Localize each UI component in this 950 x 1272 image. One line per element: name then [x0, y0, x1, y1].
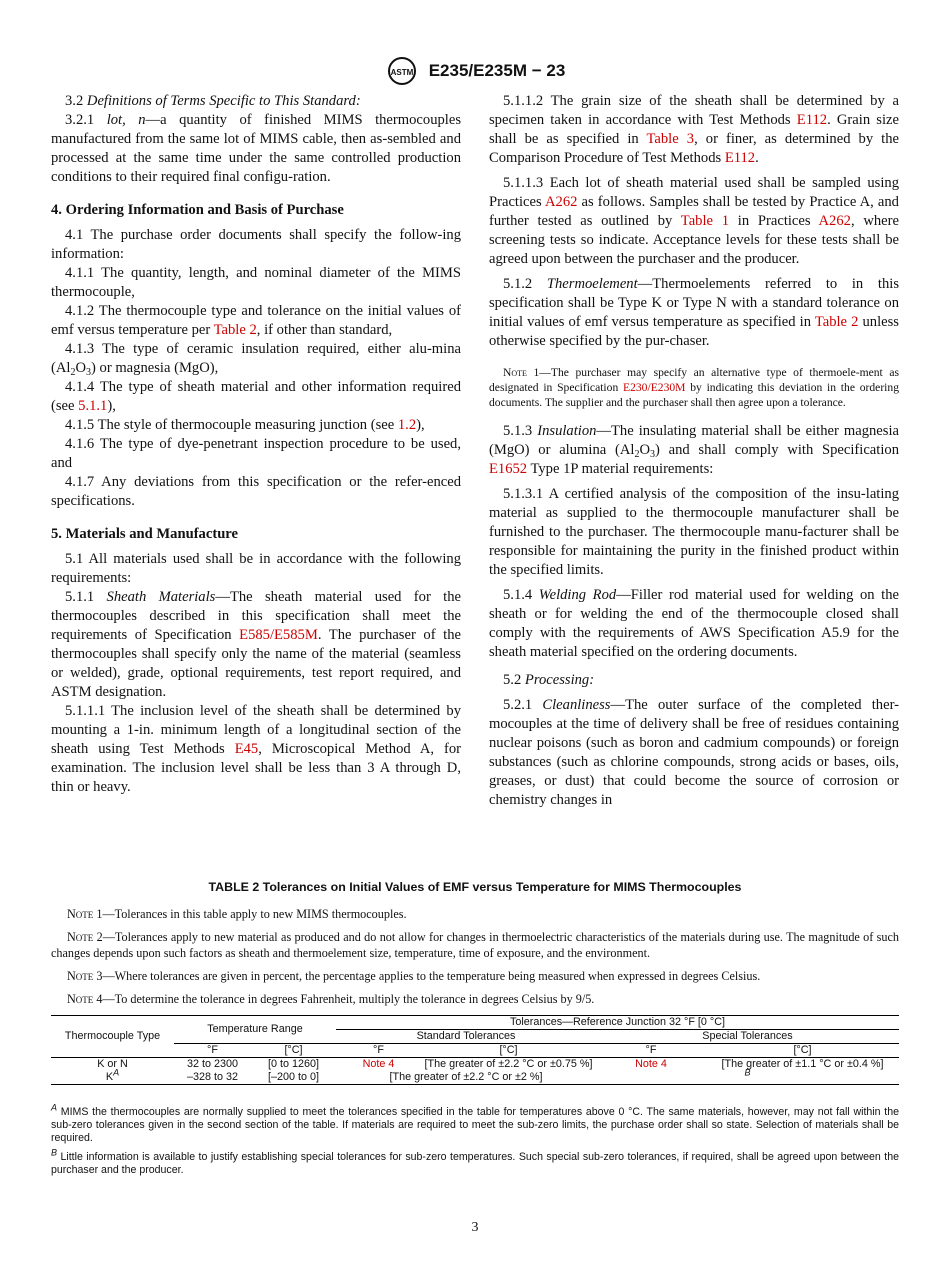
link-table-2[interactable]: Table 2 [213, 322, 257, 338]
unit-f: °F [174, 1044, 251, 1058]
link-e585[interactable]: E585/E585M [239, 627, 318, 643]
unit-c: [°C] [421, 1044, 596, 1058]
note-1: Note 1—The purchaser may specify an alternative type of thermoele-ment as designated in Specification E230/E230M by indicating this deviation in the ordering documents. The supplier and the purchaser shall then agree upon a tolerance. [489, 366, 899, 409]
link-e1652[interactable]: E1652 [489, 461, 528, 477]
section-4-1: 4.1 The purchase order documents shall specify the follow-ing information: [51, 227, 461, 262]
section-4-1-5: 4.1.5 The style of thermocouple measuring junction (see 1.2), [65, 417, 425, 433]
section-5-1-2: 5.1.2 Thermoelement—Thermoelements referred to in this specification shall be Type K or Type N with a standard tolerance on initial values of emf versus temperature as specified in Table 2 unless otherwise specified by the pur-chaser. [489, 276, 899, 349]
unit-f: °F [596, 1044, 706, 1058]
footnote-b: $^B$ Little information is available to justify establishing special tolerances for sub-zero temperatures. Such special sub-zero tolerances, if required, shall be agreed upon between the purchaser and the producer. [51, 1147, 899, 1176]
section-5-1-1: 5.1.1 Sheath Materials—The sheath material used for the thermocouples described in this specification shall meet the requirements of Specification E585/E585M. The purchaser of the thermocouples shall specify only the name of the material (seamless or welded), grade, optional requirements, test report required, and ASTM designation. [51, 589, 462, 700]
cell-type: $K^A$ [51, 1071, 174, 1085]
cell-range-c: [–200 to 0] [251, 1071, 336, 1085]
cell-special-c: [The greater of ±1.1 °C or ±0.4 %] [721, 1058, 884, 1070]
table-2-notes [51, 906, 899, 1014]
table-note-1: Note 1—Tolerances in this table apply to new MIMS thermocouples. [67, 907, 407, 921]
section-5-1-1-3: 5.1.1.3 Each lot of sheath material used shall be sampled using Practices A262 as follows. Samples shall be tested by Practice A, and further tested as outlined by Table 1 in Practices A262, where screening tests so indicate. Acceptance levels for these tests shall be agreed upon between the purchaser and the producer. [489, 175, 899, 267]
section-5-1: 5.1 All materials used shall be in accordance with the following requirements: [51, 551, 461, 586]
table-2 [51, 1015, 899, 1085]
col-header-special: Special Tolerances [596, 1030, 899, 1044]
cell-range-f: –328 to 32 [174, 1071, 251, 1085]
section-5-2: 5.2 Processing: [503, 672, 595, 688]
link-1-2[interactable]: 1.2 [397, 417, 417, 433]
col-header-type: Thermocouple Type [51, 1016, 174, 1058]
section-5-1-1-1: 5.1.1.1 The inclusion level of the sheath shall be determined by mounting a 1-in. minimum length of a longitudinal section of the sheath using Test Methods E45, Microscopical Method A, for examination. The inclusion level shall be less than 3 A through D, thin or heavy. [51, 703, 461, 795]
link-a262[interactable]: A262 [544, 194, 578, 210]
section-5-1-3-1: 5.1.3.1 A certified analysis of the composition of the insu-lating material as supplied to the thermocouple manufacturer shall be furnished to the purchaser. The thermocouple manu-facturer shall be responsible for maintaining the purity in the finished product within the specified limits. [489, 486, 899, 578]
cell-special: B [596, 1071, 899, 1085]
link-a262-2[interactable]: A262 [818, 213, 851, 229]
table-row [51, 1071, 899, 1085]
unit-c: [°C] [251, 1044, 336, 1058]
svg-text:ASTM: ASTM [390, 68, 414, 77]
section-3-2-1: 3.2.1 lot, n—a quantity of finished MIMS thermocouples manufactured from the same lot of MIMS cable, then as-sembled and processed at the same time under the same controlled production conditions to their required final configu-ration. [51, 112, 461, 185]
col-header-standard: Standard Tolerances [336, 1030, 596, 1044]
link-table-3[interactable]: Table 3 [646, 131, 695, 147]
left-column [51, 92, 461, 797]
section-4-1-4: 4.1.4 The type of sheath material and other information required (see 5.1.1), [51, 379, 461, 414]
unit-f: °F [336, 1044, 421, 1058]
col-header-range: Temperature Range [174, 1016, 336, 1044]
table-row [51, 1058, 899, 1072]
astm-logo-icon [385, 56, 419, 86]
link-note-4-b[interactable]: Note 4 [635, 1058, 667, 1070]
table-note-2: Note 2—Tolerances apply to new material as produced and do not allow for changes in thermoelectric characteristics of the materials during use. The magnitude of such changes depends upon such factors as sheath and thermoelement size, temperature, time of exposure, and the environment. [51, 930, 899, 960]
section-4-1-1: 4.1.1 The quantity, length, and nominal diameter of the MIMS thermocouple, [51, 265, 461, 300]
page-number: 3 [471, 1220, 479, 1235]
section-5-1-1-2: 5.1.1.2 The grain size of the sheath shall be determined by a specimen taken in accordance with Test Methods E112. Grain size shall be as specified in Table 3, or finer, as determined by the Comparison Procedure of Test Methods E112. [489, 93, 900, 166]
footnote-a: $^A$ MIMS the thermocouples are normally supplied to meet the tolerances specified in the table for temperatures above 0 °C. The same materials, however, may not fall within the sub-zero tolerances given in the second section of the table. If materials are required to meet the sub-zero limits, the purchase order shall so state. Selection of materials shall be required. [51, 1102, 899, 1144]
table-note-3: Note 3—Where tolerances are given in percent, the percentage applies to the temperature being measured when expressed in degrees Celsius. [67, 969, 761, 983]
link-e112[interactable]: E112 [796, 112, 828, 128]
table-2-title: TABLE 2 Tolerances on Initial Values of EMF versus Temperature for MIMS Thermocouples [208, 880, 742, 894]
link-e230[interactable]: E230/E230M [623, 381, 686, 394]
section-5-1-3: 5.1.3 Insulation—The insulating material shall be either magnesia (MgO) or alumina $(Al_2O_3)$ and shall comply with Specification E1652 Type 1P material requirements: [489, 423, 899, 477]
cell-std: [The greater of ±2.2 °C or ±2 %] [336, 1071, 596, 1085]
unit-c: [°C] [706, 1044, 899, 1058]
section-4-1-6: 4.1.6 The type of dye-penetrant inspection procedure to be used, and [51, 436, 461, 471]
cell-type: K or N [97, 1058, 128, 1070]
section-5-2-1: 5.2.1 Cleanliness—The outer surface of the completed ther-mocouples at the time of delivery shall be free of residues containing nuclear poisons (such as boron and cadmium compounds) or foreign substances (such as chlorine compounds, strong acids or bases, oils, greases, or dust) that could become the source of corrosion or chemistry changes in [489, 697, 899, 808]
document-code: E235/E235M − 23 [428, 61, 566, 80]
right-column [489, 92, 899, 810]
link-e45[interactable]: E45 [234, 741, 259, 757]
section-3-2: 3.2 Definitions of Terms Specific to This Standard: [65, 93, 361, 109]
section-4-1-3: 4.1.3 The type of ceramic insulation required, either alu-mina $(Al_2O_3)$ or magnesia (MgO), [51, 341, 461, 378]
link-note-4[interactable]: Note 4 [362, 1058, 395, 1070]
col-header-tolerances: Tolerances—Reference Junction 32 °F [0 °C] [336, 1016, 899, 1030]
section-5-1-4: 5.1.4 Welding Rod—Filler rod material used for welding on the sheath or for welding the end of the thermocouple closed shall comply with the requirements of AWS Specification A5.9 for the sheath material specified on the ordering documents. [489, 587, 900, 660]
link-e112-2[interactable]: E112 [724, 150, 756, 166]
link-table-2-b[interactable]: Table 2 [814, 314, 859, 330]
page-header [0, 56, 950, 86]
heading-section-4: 4. Ordering Information and Basis of Purchase [51, 202, 344, 218]
heading-section-5: 5. Materials and Manufacture [51, 526, 238, 542]
link-table-1[interactable]: Table 1 [680, 213, 730, 229]
cell-range-c: [0 to 1260] [267, 1058, 320, 1070]
cell-std-c: [The greater of ±2.2 °C or ±0.75 %] [424, 1058, 593, 1070]
cell-range-f: 32 to 2300 [186, 1058, 239, 1070]
link-5-1-1[interactable]: 5.1.1 [78, 398, 108, 414]
table-note-4: Note 4—To determine the tolerance in degrees Fahrenheit, multiply the tolerance in degrees Celsius by 9/5. [67, 992, 595, 1006]
section-4-1-7: 4.1.7 Any deviations from this specification or the refer-enced specifications. [51, 474, 461, 509]
section-4-1-2: 4.1.2 The thermocouple type and tolerance on the initial values of emf versus temperature per Table 2, if other than standard, [51, 303, 461, 338]
